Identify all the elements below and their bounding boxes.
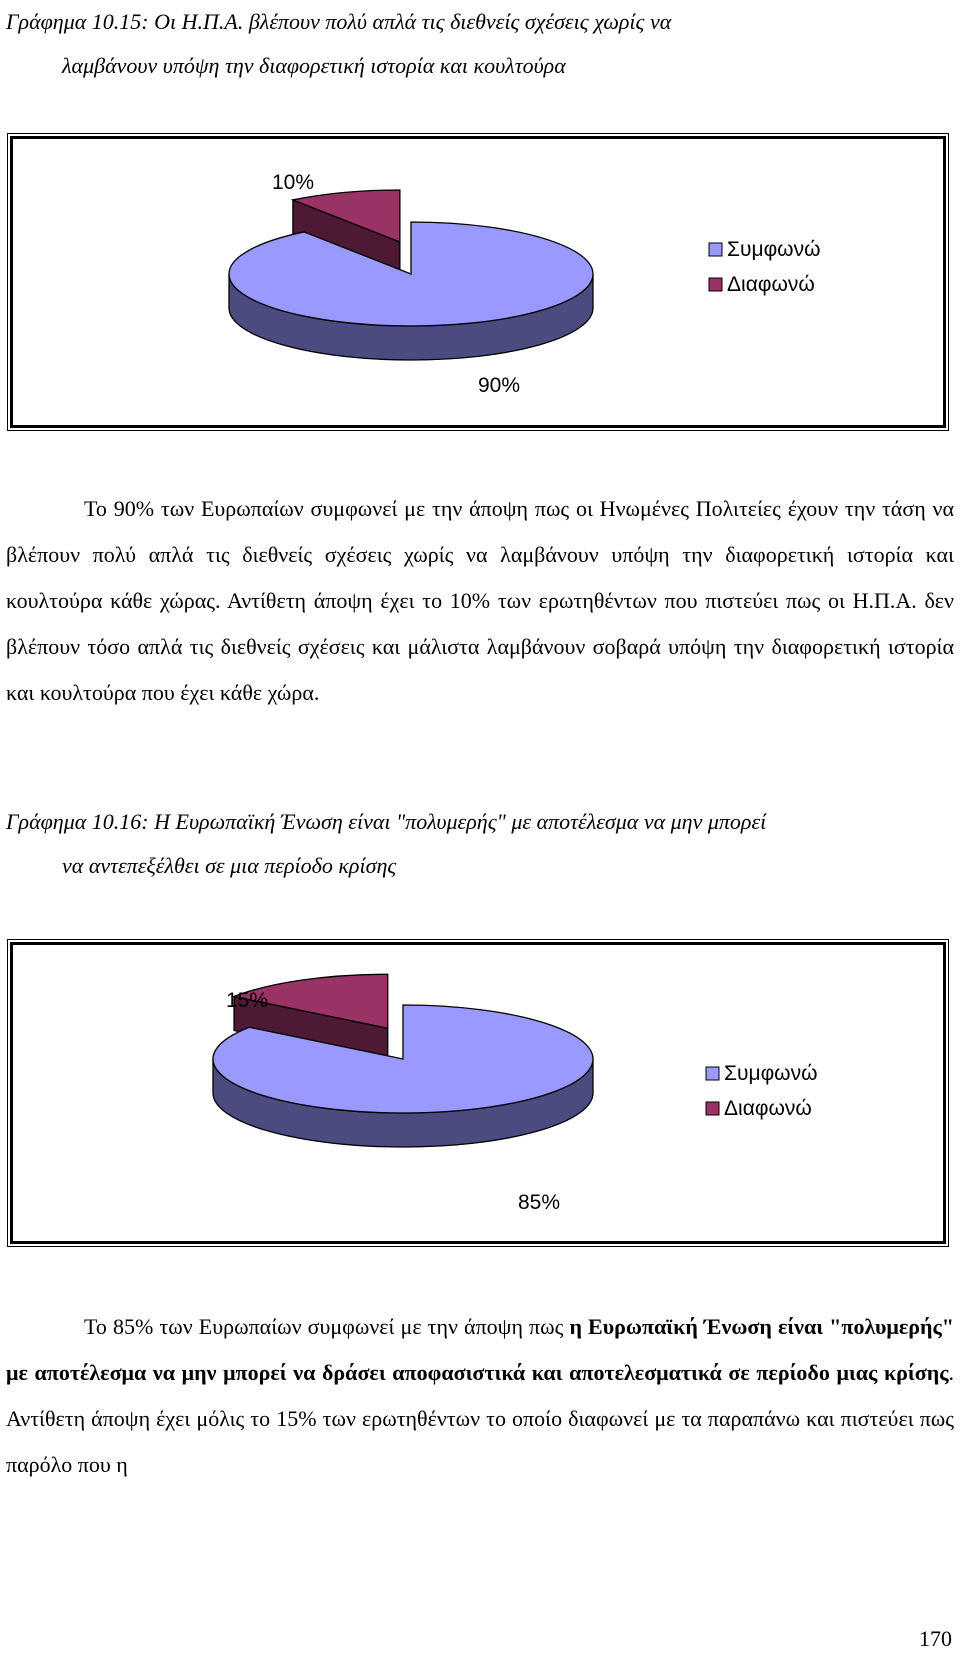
caption-line-2: λαμβάνουν υπόψη την διαφορετική ιστορία και κουλτούρα (62, 53, 566, 78)
legend-label-disagree: Διαφωνώ (724, 1097, 812, 1120)
figure-caption-10-16 (6, 800, 954, 888)
caption-line-1: Γράφημα 10.16: Η Ευρωπαϊκή Ένωση είναι "πολυμερής" με αποτέλεσμα να μην μπορεί (6, 809, 767, 834)
legend-label-agree: Συμφωνώ (727, 238, 821, 261)
legend-swatch-disagree (706, 1102, 719, 1115)
paragraph-2-bold-text: η Ευρωπαϊκή Ένωση είναι "πολυμερής" με αποτέλεσμα να μην μπορεί να δράσει αποφασιστικά και αποτελεσματικά σε περίοδο μιας κρίσης (6, 1314, 954, 1385)
pie-chart-2 (10, 942, 946, 1244)
legend-swatch-agree (706, 1067, 719, 1080)
paragraph-2-text-end: . Αντίθετη άποψη έχει μόλις το 15% των ερωτηθέντων το οποίο διαφωνεί με τα παραπάνω και πιστεύει πως παρόλο που η (6, 1360, 954, 1477)
figure-caption-10-15 (6, 0, 954, 88)
page-number: 170 (919, 1626, 952, 1651)
pie-chart-2-svg (13, 945, 943, 1241)
data-label-disagree: 10% (271, 171, 315, 194)
pie-chart-1 (10, 136, 946, 428)
slice-agree (229, 222, 593, 326)
caption-line-1: Γράφημα 10.15: Οι Η.Π.Α. βλέπουν πολύ απλά τις διεθνείς σχέσεις χωρίς να (6, 9, 672, 34)
data-label-agree: 90% (477, 374, 521, 397)
paragraph-1-text: Το 90% των Ευρωπαίων συμφωνεί με την άποψη πως οι Ηνωμένες Πολιτείες έχουν την τάση να βλέπουν πολύ απλά τις διεθνείς σχέσεις χωρίς να λαμβάνουν υπόψη την διαφορετική ιστορία και κουλτούρα κάθε χώρας. Αντίθετη άποψη έχει το 10% των ερωτηθέντων που πιστεύει πως οι Η.Π.Α. δεν βλέπουν τόσο απλά τις διεθνείς σχέσεις και μάλιστα λαμβάνουν σοβαρά υπόψη την διαφορετική ιστορία και κουλτούρα που έχει κάθε χώρα. (6, 496, 954, 705)
caption-line-2: να αντεπεξέλθει σε μια περίοδο κρίσης (62, 853, 397, 878)
legend-label-disagree: Διαφωνώ (727, 273, 815, 296)
pie-chart-1-svg (13, 139, 943, 425)
data-label-agree: 85% (517, 1191, 561, 1214)
paragraph-2-text: Το 85% των Ευρωπαίων συμφωνεί με την άποψη πως (84, 1314, 570, 1339)
data-label-disagree: 15% (225, 989, 269, 1012)
legend-swatch-agree (709, 243, 722, 256)
paragraph-2 (6, 1304, 954, 1488)
legend-swatch-disagree (709, 278, 722, 291)
legend-label-agree: Συμφωνώ (724, 1062, 818, 1085)
paragraph-1 (6, 486, 954, 716)
